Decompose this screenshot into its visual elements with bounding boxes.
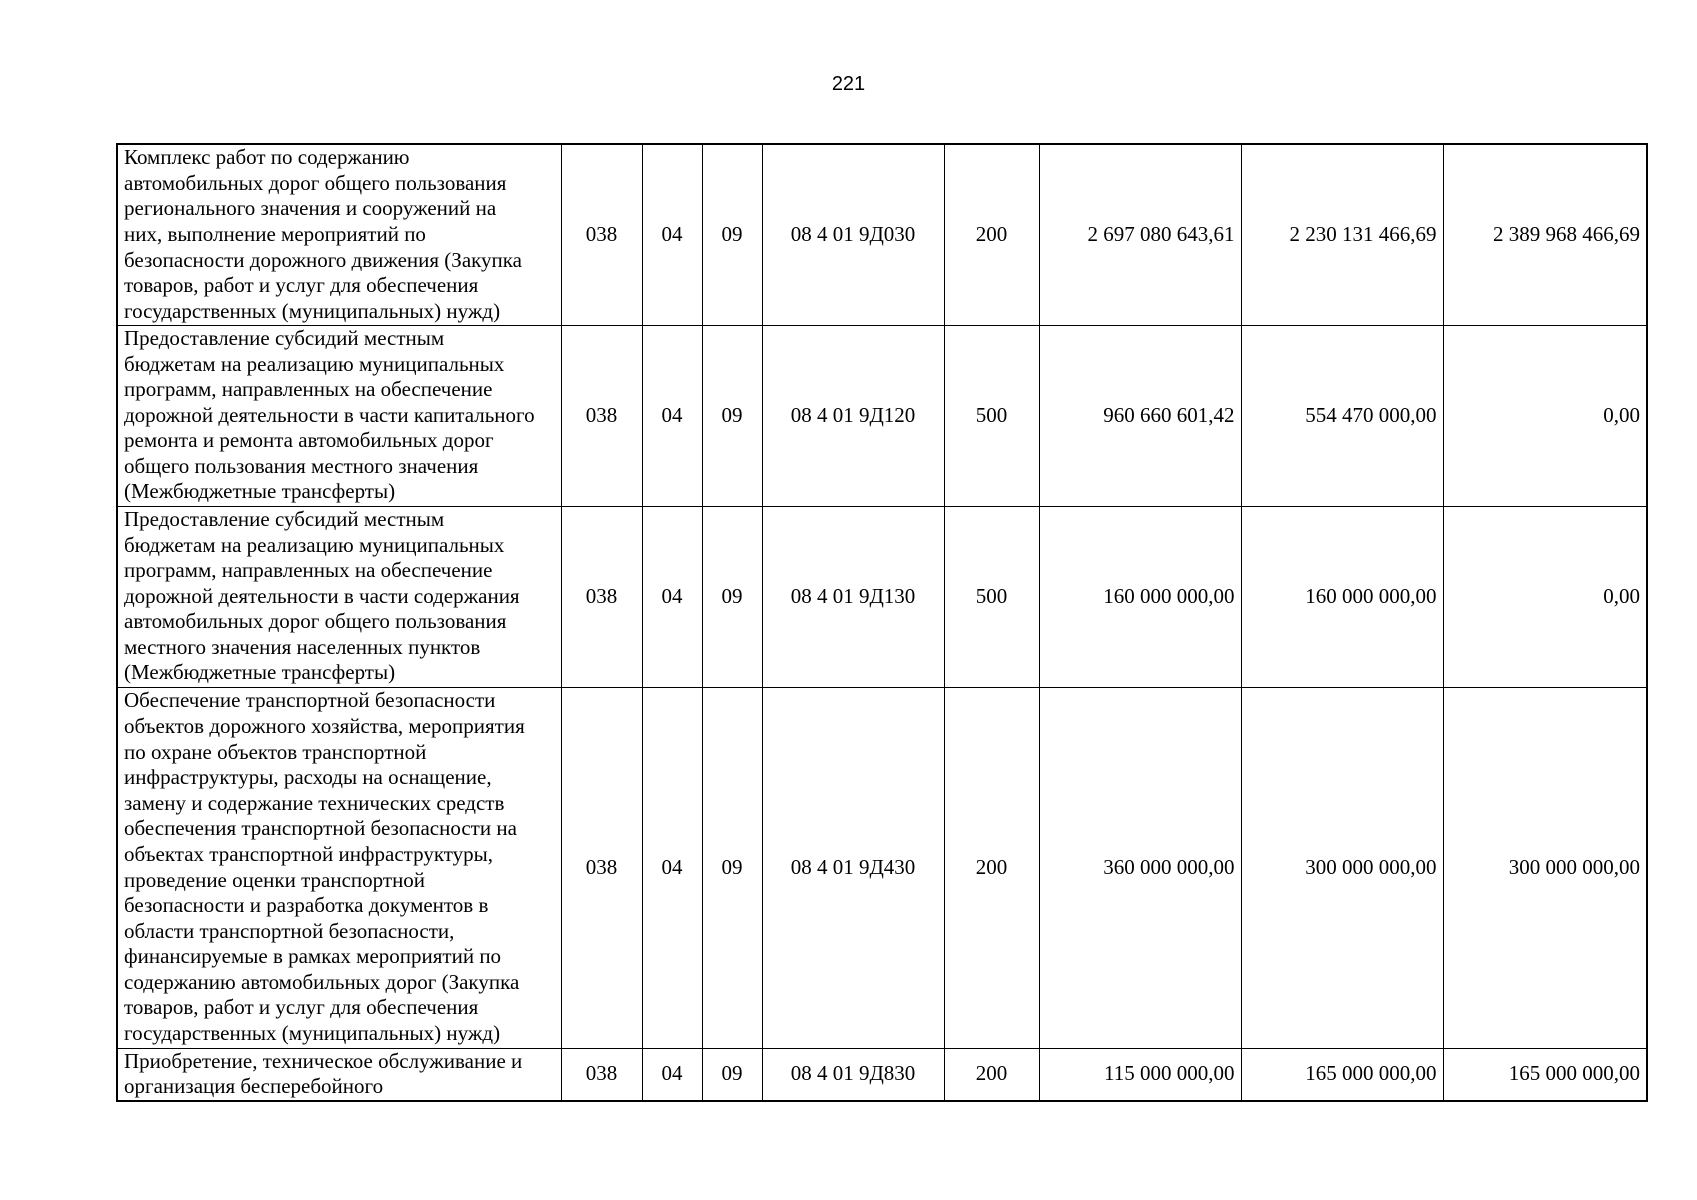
expense-name-line: безопасности и разработка документов в xyxy=(124,893,489,918)
ministry-code-cell: 038 xyxy=(561,325,642,506)
amount-2-cell: 300 000 000,00 xyxy=(1241,687,1443,1048)
section-code-cell: 04 xyxy=(642,1048,702,1101)
amount-2-cell: 165 000 000,00 xyxy=(1241,1048,1443,1101)
expense-name-line: общего пользования местного значения xyxy=(124,453,479,478)
expense-name-line: автомобильных дорог общего пользования xyxy=(124,609,507,634)
expense-name-line: дорожной деятельности в части капитального xyxy=(124,402,535,427)
expense-name-line: Предоставление субсидий местным xyxy=(124,325,445,350)
target-code-cell: 08 4 01 9Д030 xyxy=(762,144,944,325)
amount-3-cell: 165 000 000,00 xyxy=(1443,1048,1647,1101)
budget-table xyxy=(116,143,1648,1102)
expense-name-line: безопасности дорожного движения (Закупка xyxy=(124,247,522,272)
section-code-cell: 04 xyxy=(642,144,702,325)
expense-name-cell xyxy=(117,1048,561,1101)
expense-type-cell: 500 xyxy=(944,506,1039,687)
expense-name-line: Комплекс работ по содержанию xyxy=(124,145,410,170)
expense-name-line: инфраструктуры, расходы на оснащение, xyxy=(124,765,492,790)
expense-type-cell: 200 xyxy=(944,687,1039,1048)
expense-name-line: Приобретение, техническое обслуживание и xyxy=(124,1048,523,1073)
expense-name-line: регионального значения и сооружений на xyxy=(124,196,497,221)
expense-name-line: объектов дорожного хозяйства, мероприятия xyxy=(124,713,525,738)
expense-name-line: проведение оценки транспортной xyxy=(124,867,426,892)
expense-name-line: обеспечения транспортной безопасности на xyxy=(124,816,517,841)
expense-name-line: бюджетам на реализацию муниципальных xyxy=(124,351,505,376)
expense-name-cell xyxy=(117,687,561,1048)
target-code-cell: 08 4 01 9Д120 xyxy=(762,325,944,506)
expense-name-line: области транспортной безопасности, xyxy=(124,918,455,943)
amount-2-cell: 554 470 000,00 xyxy=(1241,325,1443,506)
expense-name-line: программ, направленных на обеспечение xyxy=(124,377,493,402)
expense-type-cell: 500 xyxy=(944,325,1039,506)
target-code-cell: 08 4 01 9Д430 xyxy=(762,687,944,1048)
amount-2-cell: 2 230 131 466,69 xyxy=(1241,144,1443,325)
expense-name-line: по охране объектов транспортной xyxy=(124,739,427,764)
expense-name-line: ремонта и ремонта автомобильных дорог xyxy=(124,428,494,453)
amount-1-cell: 115 000 000,00 xyxy=(1039,1048,1241,1101)
expense-name-line: бюджетам на реализацию муниципальных xyxy=(124,532,505,557)
section-code-cell: 04 xyxy=(642,325,702,506)
ministry-code-cell: 038 xyxy=(561,506,642,687)
amount-1-cell: 160 000 000,00 xyxy=(1039,506,1241,687)
expense-name-line: замену и содержание технических средств xyxy=(124,790,505,815)
amount-1-cell: 360 000 000,00 xyxy=(1039,687,1241,1048)
expense-name-line: государственных (муниципальных) нужд) xyxy=(124,298,501,323)
table-row xyxy=(117,1048,1647,1101)
subsection-code-cell: 09 xyxy=(702,687,762,1048)
page-number: 221 xyxy=(831,73,866,95)
amount-3-cell: 0,00 xyxy=(1443,506,1647,687)
expense-name-line: финансируемые в рамках мероприятий по xyxy=(124,944,502,969)
expense-name-line: программ, направленных на обеспечение xyxy=(124,558,493,583)
expense-name-line: содержанию автомобильных дорог (Закупка xyxy=(124,969,520,994)
table-row xyxy=(117,687,1647,1048)
table-row xyxy=(117,325,1647,506)
expense-name-line: Предоставление субсидий местным xyxy=(124,506,445,531)
subsection-code-cell: 09 xyxy=(702,506,762,687)
amount-1-cell: 960 660 601,42 xyxy=(1039,325,1241,506)
expense-name-line: государственных (муниципальных) нужд) xyxy=(124,1021,501,1046)
ministry-code-cell: 038 xyxy=(561,144,642,325)
expense-type-cell: 200 xyxy=(944,144,1039,325)
target-code-cell: 08 4 01 9Д130 xyxy=(762,506,944,687)
amount-3-cell: 2 389 968 466,69 xyxy=(1443,144,1647,325)
expense-name-line: Обеспечение транспортной безопасности xyxy=(124,688,496,713)
amount-2-cell: 160 000 000,00 xyxy=(1241,506,1443,687)
table-row xyxy=(117,144,1647,325)
ministry-code-cell: 038 xyxy=(561,687,642,1048)
expense-name-cell xyxy=(117,144,561,325)
expense-type-cell: 200 xyxy=(944,1048,1039,1101)
expense-name-line: местного значения населенных пунктов xyxy=(124,634,481,659)
subsection-code-cell: 09 xyxy=(702,144,762,325)
amount-3-cell: 300 000 000,00 xyxy=(1443,687,1647,1048)
expense-name-line: товаров, работ и услуг для обеспечения xyxy=(124,273,479,298)
expense-name-line: них, выполнение мероприятий по xyxy=(124,221,426,246)
expense-name-cell xyxy=(117,325,561,506)
amount-1-cell: 2 697 080 643,61 xyxy=(1039,144,1241,325)
table-row xyxy=(117,506,1647,687)
expense-name-line: дорожной деятельности в части содержания xyxy=(124,583,520,608)
amount-3-cell: 0,00 xyxy=(1443,325,1647,506)
section-code-cell: 04 xyxy=(642,687,702,1048)
section-code-cell: 04 xyxy=(642,506,702,687)
expense-name-line: организация бесперебойного xyxy=(124,1074,384,1099)
expense-name-line: объектах транспортной инфраструктуры, xyxy=(124,841,494,866)
target-code-cell: 08 4 01 9Д830 xyxy=(762,1048,944,1101)
subsection-code-cell: 09 xyxy=(702,325,762,506)
expense-name-cell xyxy=(117,506,561,687)
expense-name-line: (Межбюджетные трансферты) xyxy=(124,479,396,504)
expense-name-line: (Межбюджетные трансферты) xyxy=(124,660,396,685)
expense-name-line: автомобильных дорог общего пользования xyxy=(124,170,507,195)
ministry-code-cell: 038 xyxy=(561,1048,642,1101)
expense-name-line: товаров, работ и услуг для обеспечения xyxy=(124,995,479,1020)
subsection-code-cell: 09 xyxy=(702,1048,762,1101)
